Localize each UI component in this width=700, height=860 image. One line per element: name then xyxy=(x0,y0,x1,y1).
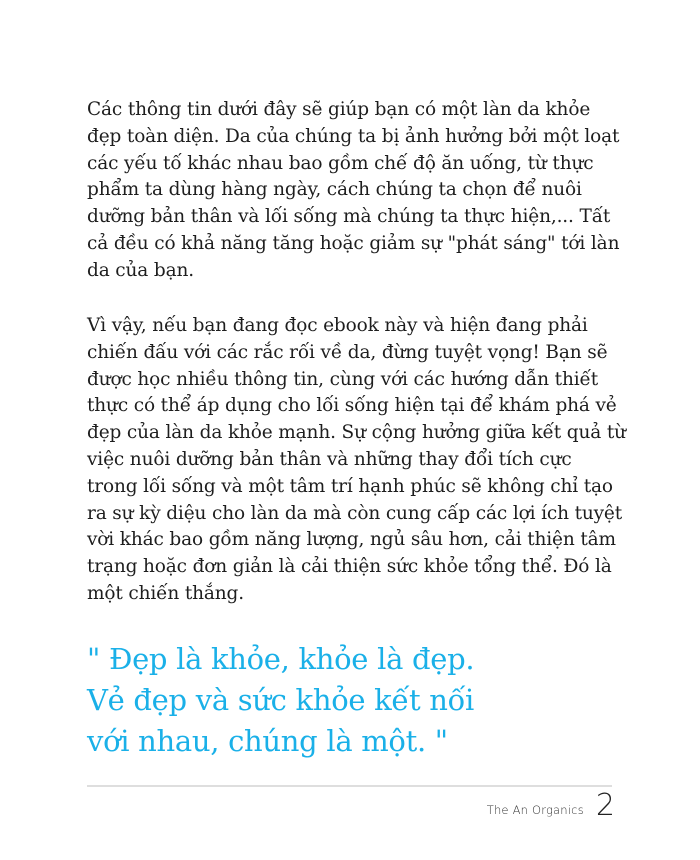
pull-quote-line: Vẻ đẹp và sức khỏe kết nối xyxy=(87,683,475,717)
page-number: 2 xyxy=(595,788,615,823)
paragraph-body: Vì vậy, nếu bạn đang đọc ebook này và hiện đang phải chiến đấu với các rắc rối về da, đừng tuyệt vọng! Bạn sẽ được học nhiều thông tin, cùng với các hướng dẫn thiết thực có thể áp dụng cho lối sống hiện tại để khám phá vẻ đẹp của làn da khỏe mạnh. Sự cộng hưởng giữa kết quả từ việc nuôi dưỡng bản thân và những thay đổi tích cực trong lối sống và một tâm trí hạnh phúc sẽ không chỉ tạo ra sự kỳ diệu cho làn da mà còn cung cấp các lợi ích tuyệt vời khác bao gồm năng lượng, ngủ sâu hơn, cải thiện tâm trạng hoặc đơn giản là cải thiện sức khỏe tổng thể. Đó là một chiến thắng. xyxy=(87,315,626,604)
paragraph-intro: Các thông tin dưới đây sẽ giúp bạn có một làn da khỏe đẹp toàn diện. Da của chúng ta bị ảnh hưởng bởi một loạt các yếu tố khác nhau bao gồm chế độ ăn uống, từ thực phẩm ta dùng hàng ngày, cách chúng ta chọn để nuôi dưỡng bản thân và lối sống mà chúng ta thực hiện,... Tất cả đều có khả năng tăng hoặc giảm sự "phát sáng" tới làn da của bạn. xyxy=(87,99,620,281)
pull-quote-line: " Đẹp là khỏe, khỏe là đẹp. xyxy=(87,642,475,676)
pull-quote xyxy=(87,639,627,762)
pull-quote-line: với nhau, chúng là một. " xyxy=(87,724,448,758)
footer-divider xyxy=(87,785,612,787)
brand-name: The An Organics xyxy=(486,803,584,817)
page-footer xyxy=(486,788,615,823)
